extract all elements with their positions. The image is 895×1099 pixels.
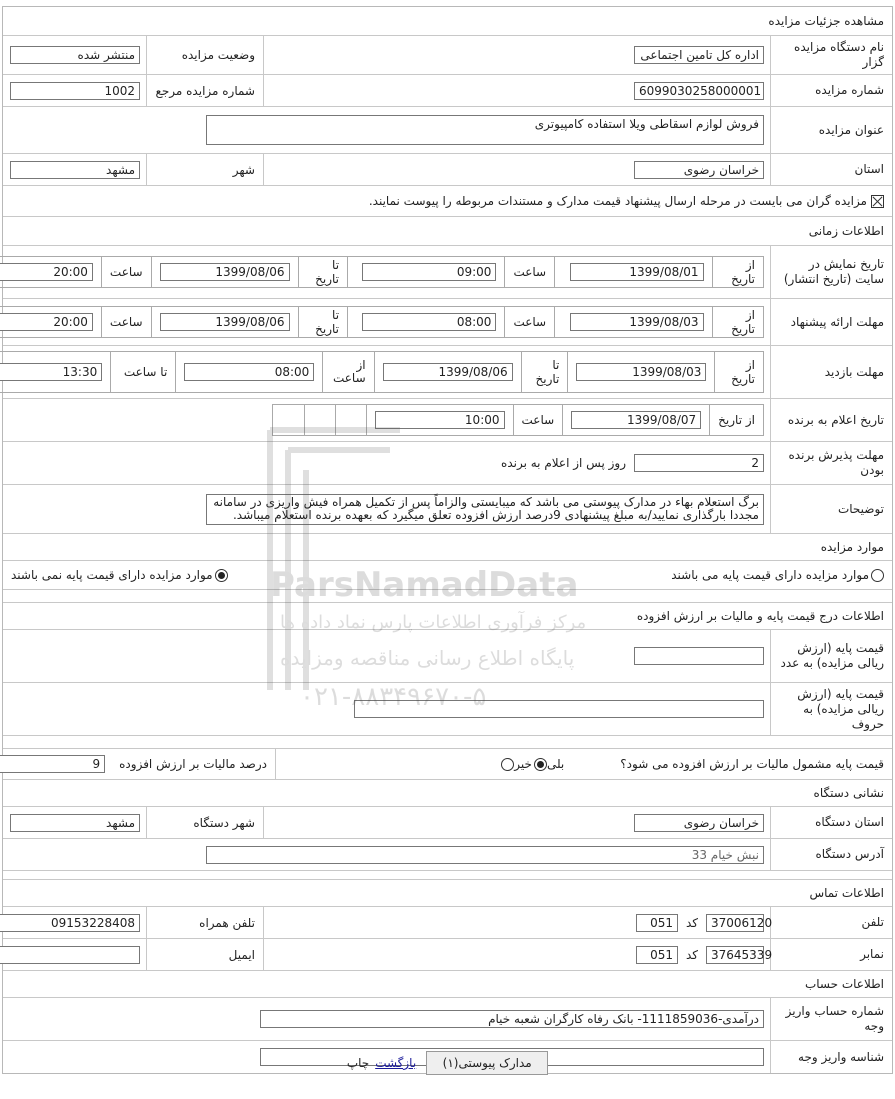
items-with-price-option[interactable] — [671, 568, 884, 582]
province-label: استان — [854, 162, 884, 176]
phone-label: تلفن — [861, 915, 884, 929]
contact-section-title: اطلاعات تماس — [809, 886, 884, 900]
accept-deadline-label: مهلت پذیرش برنده بودن — [788, 448, 884, 477]
visit-to-date: 1399/08/06 — [383, 363, 513, 381]
from-time-label: از ساعت — [323, 352, 374, 392]
from-date-label: از تاریخ — [731, 358, 755, 386]
ref-number-label: شماره مزایده مرجع — [155, 83, 255, 98]
price-words-label: قیمت پایه (ارزش ریالی مزایده) به حروف — [797, 686, 884, 731]
mobile-label: تلفن همراه — [199, 915, 255, 930]
vat-yes-label: بلی — [546, 757, 565, 771]
org-address-field: نبش خیام 33 — [206, 846, 764, 864]
visit-to-time: 13:30 — [0, 363, 102, 381]
time-section-header — [3, 217, 892, 246]
radio-with-price[interactable] — [871, 569, 884, 582]
number-label: شماره مزایده — [815, 83, 884, 97]
offer-from-date: 1399/08/03 — [570, 313, 704, 331]
publish-from-time: 09:00 — [362, 263, 496, 281]
address-section-header — [3, 780, 892, 807]
items-with-price-label: موارد مزایده دارای قیمت پایه می باشند — [671, 568, 869, 582]
time-label: ساعت — [505, 307, 555, 337]
items-section-title: موارد مزایده — [820, 540, 884, 554]
city-label: شهر — [232, 162, 255, 177]
price-words-field — [354, 700, 764, 718]
offer-range — [0, 306, 764, 338]
province-field: خراسان رضوی — [634, 161, 764, 179]
vat-no-label: خیر — [514, 757, 532, 771]
city-field: مشهد — [10, 161, 140, 179]
from-date-label: از تاریخ — [718, 413, 755, 427]
radio-vat-no[interactable] — [501, 758, 514, 771]
print-link[interactable]: چاپ — [346, 1056, 370, 1070]
footer-actions — [0, 1051, 895, 1075]
items-without-price-option[interactable] — [11, 568, 228, 582]
description-label: توضیحات — [837, 501, 884, 516]
winner-from-date: 1399/08/07 — [571, 411, 701, 429]
time-section-title: اطلاعات زمانی — [808, 224, 884, 238]
publish-to-date: 1399/08/06 — [160, 263, 290, 281]
status-label: وضعیت مزایده — [181, 48, 255, 62]
account-section-title: اطلاعات حساب — [804, 977, 884, 991]
email-field — [0, 946, 140, 964]
contact-section-header — [3, 880, 892, 907]
email-label: ایمیل — [228, 947, 255, 962]
auction-details-panel — [2, 6, 893, 1074]
winner-range — [272, 404, 764, 436]
fax-code-field: 051 — [636, 946, 678, 964]
price-section-header — [3, 603, 892, 630]
offer-deadline-label: مهلت ارائه پیشنهاد — [790, 314, 884, 329]
price-section-title: اطلاعات درج قیمت پایه و مالیات بر ارزش افزوده — [636, 609, 884, 623]
accept-days-field: 2 — [634, 454, 764, 472]
items-section-header — [3, 534, 892, 561]
publish-to-time: 20:00 — [0, 263, 93, 281]
notice-text: مزایده گران می بایست در مرحله ارسال پیشنهاد قیمت مدارک و مستندات مربوطه را پیوست نمایند. — [368, 194, 867, 208]
visit-from-date: 1399/08/03 — [576, 363, 706, 381]
account-number-field: درآمدی-1111859036- بانک رفاه کارگران شعبه خیام — [260, 1010, 764, 1028]
price-number-label: قیمت پایه (ارزش ریالی مزایده) به عدد — [780, 641, 884, 670]
to-time-label: تا ساعت — [111, 352, 176, 392]
vat-percent-label: درصد مالیات بر ارزش افزوده — [119, 757, 267, 771]
page-title: مشاهده جزئیات مزایده — [768, 14, 884, 28]
fax-label: نمابر — [860, 947, 884, 961]
radio-vat-yes[interactable] — [534, 758, 547, 771]
org-province-field: خراسان رضوی — [634, 814, 764, 832]
subject-field: فروش لوازم اسقاطی ویلا استفاده کامپیوتری — [206, 115, 764, 145]
price-number-field — [634, 647, 764, 665]
account-section-header — [3, 971, 892, 998]
vat-question: قیمت پایه مشمول مالیات بر ارزش افزوده می شود؟ — [620, 757, 884, 771]
winner-date-label: تاریخ اعلام به برنده — [787, 412, 884, 427]
winner-time: 10:00 — [375, 411, 505, 429]
from-date-label: از تاریخ — [731, 258, 755, 286]
offer-to-time: 20:00 — [0, 313, 93, 331]
to-date-label: تا تاریخ — [299, 257, 348, 287]
org-field: اداره کل تامین اجتماعی — [634, 46, 764, 64]
phone-code-field: 051 — [636, 914, 678, 932]
to-date-label: تا تاریخ — [522, 352, 569, 392]
org-province-label: استان دستگاه — [815, 815, 884, 829]
org-city-label: شهر دستگاه — [193, 815, 255, 830]
org-label: نام دستگاه مزایده گزار — [794, 40, 884, 69]
publish-range — [0, 256, 764, 288]
time-label: ساعت — [102, 307, 152, 337]
mobile-field: 09153228408 — [0, 914, 140, 932]
auction-number-field: 6099030258000001 — [634, 82, 764, 100]
radio-without-price[interactable] — [215, 569, 228, 582]
vat-percent-field: 9 — [0, 755, 105, 773]
attachment-notice — [3, 186, 892, 217]
account-number-label: شماره حساب واریز وجه — [785, 1004, 884, 1033]
offer-from-time: 08:00 — [362, 313, 496, 331]
publish-label: تاریخ نمایش در سایت (تاریخ انتشار) — [783, 257, 884, 286]
publish-from-date: 1399/08/01 — [570, 263, 704, 281]
to-date-label: تا تاریخ — [299, 307, 348, 337]
phone-code-label: کد — [685, 915, 698, 930]
from-date-label: از تاریخ — [731, 308, 755, 336]
accept-days-suffix: روز پس از اعلام به برنده — [501, 456, 626, 470]
time-label: ساعت — [505, 257, 555, 287]
visit-range — [0, 351, 764, 393]
fax-field: 37645339 — [706, 946, 764, 964]
subject-label: عنوان مزایده — [818, 122, 884, 137]
fax-code-label: کد — [685, 947, 698, 962]
phone-field: 37006120 — [706, 914, 764, 932]
vat-yes-option[interactable] — [532, 757, 564, 771]
address-section-title: نشانی دستگاه — [813, 786, 884, 800]
org-city-field: مشهد — [10, 814, 140, 832]
org-address-label: آدرس دستگاه — [815, 847, 884, 861]
ref-number-field: 1002 — [10, 82, 140, 100]
checked-box-icon — [871, 195, 884, 208]
time-label: ساعت — [102, 257, 152, 287]
items-without-price-label: موارد مزایده دارای قیمت پایه نمی باشند — [11, 568, 213, 582]
visit-from-time: 08:00 — [184, 363, 314, 381]
back-link[interactable]: بازگشت — [375, 1056, 417, 1070]
time-label: ساعت — [514, 405, 564, 435]
description-field: برگ استعلام بهاء در مدارک پیوستی می باشد که میبایستی والزاماً پس از تکمیل همراه فیش واریزی در سامانه مجددا بارگذاری نمایید/به مبلغ پیشنهادی 9درصد ارزش افزوده تعلق میگیرد که بعهده برنده استعلام میباشد. — [206, 494, 764, 525]
account-id-label: شناسه واریز وجه — [798, 1049, 884, 1064]
status-field: منتشر شده — [10, 46, 140, 64]
visit-deadline-label: مهلت بازدید — [824, 364, 884, 379]
attachments-button[interactable]: مدارک پیوستی(۱) — [426, 1051, 548, 1075]
panel-title — [3, 7, 892, 36]
offer-to-date: 1399/08/06 — [160, 313, 290, 331]
vat-no-option[interactable] — [499, 757, 532, 771]
